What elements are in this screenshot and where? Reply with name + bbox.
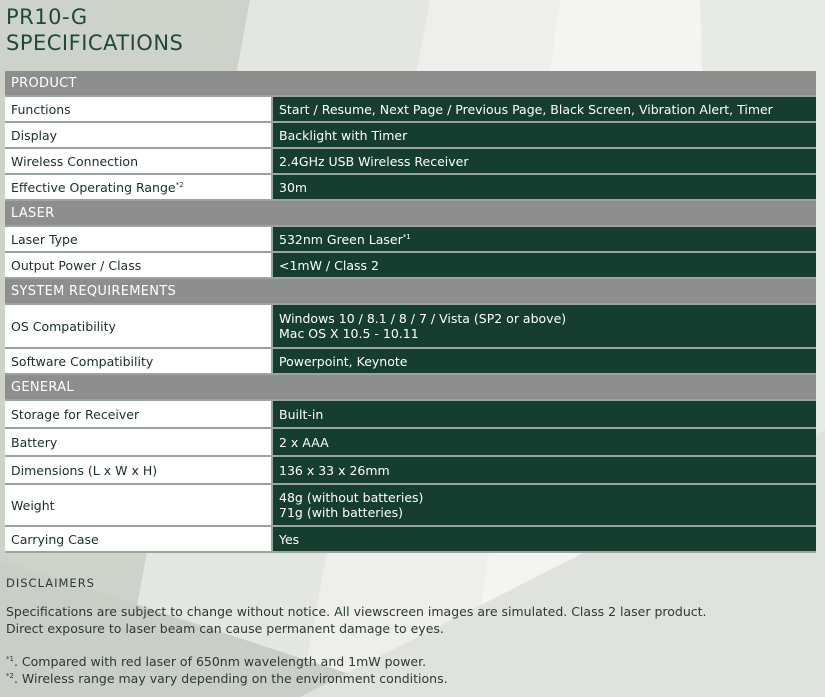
spec-row-dimensions	[5, 456, 816, 484]
spec-value: <1mW / Class 2	[272, 252, 816, 278]
section-title: GENERAL	[5, 374, 816, 400]
spec-row-weight	[5, 484, 816, 526]
spec-label: Weight	[5, 484, 272, 526]
footnote-mark: *1	[402, 232, 411, 241]
spec-value: 136 x 33 x 26mm	[272, 456, 816, 484]
specifications-table	[5, 71, 816, 553]
disclaimer-line: Direct exposure to laser beam can cause permanent damage to eyes.	[6, 621, 444, 636]
page-title	[6, 4, 183, 56]
spec-label-text: Effective Operating Range	[11, 179, 176, 195]
section-header-general	[5, 374, 816, 400]
spec-row-software-compatibility	[5, 348, 816, 374]
spec-label: OS Compatibility	[5, 304, 272, 348]
product-model: PR10-G	[6, 5, 88, 29]
spec-value-line: 48g (without batteries)	[279, 490, 424, 505]
spec-value-line: Windows 10 / 8.1 / 8 / 7 / Vista (SP2 or above)	[279, 311, 567, 326]
spec-label: Functions	[5, 96, 272, 122]
spec-label: Display	[5, 122, 272, 148]
spec-label: Laser Type	[5, 226, 272, 252]
title-specifications: SPECIFICATIONS	[6, 31, 184, 55]
spec-row-carrying-case	[5, 526, 816, 552]
footnote-1	[6, 654, 426, 669]
section-title: SYSTEM REQUIREMENTS	[5, 278, 816, 304]
spec-label: Output Power / Class	[5, 252, 272, 278]
spec-row-display	[5, 122, 816, 148]
spec-value: Start / Resume, Next Page / Previous Page, Black Screen, Vibration Alert, Timer	[272, 96, 816, 122]
disclaimer-line: Specifications are subject to change without notice. All viewscreen images are simulated. Class 2 laser product.	[6, 604, 707, 619]
spec-value: Built-in	[272, 400, 816, 428]
spec-value: 30m	[272, 174, 816, 200]
footnote-2	[6, 671, 448, 686]
spec-value-line: Mac OS X 10.5 - 10.11	[279, 326, 419, 341]
spec-row-laser-type	[5, 226, 816, 252]
spec-value: 2.4GHz USB Wireless Receiver	[272, 148, 816, 174]
spec-label: Software Compatibility	[5, 348, 272, 374]
spec-row-battery	[5, 428, 816, 456]
footnote-text: . Compared with red laser of 650nm wavelength and 1mW power.	[13, 654, 427, 669]
spec-row-storage-for-receiver	[5, 400, 816, 428]
spec-value: 2 x AAA	[272, 428, 816, 456]
section-header-laser	[5, 200, 816, 226]
spec-row-os-compatibility	[5, 304, 816, 348]
spec-value: Powerpoint, Keynote	[272, 348, 816, 374]
spec-label: Battery	[5, 428, 272, 456]
spec-row-wireless-connection	[5, 148, 816, 174]
spec-value: Backlight with Timer	[272, 122, 816, 148]
spec-row-output-power	[5, 252, 816, 278]
section-header-system-requirements	[5, 278, 816, 304]
spec-label	[5, 174, 272, 200]
spec-label: Wireless Connection	[5, 148, 272, 174]
spec-value	[272, 304, 816, 348]
section-header-product	[5, 71, 816, 96]
footnote-mark: *2	[6, 672, 14, 680]
spec-label: Storage for Receiver	[5, 400, 272, 428]
footnote-mark: *1	[6, 655, 14, 663]
spec-row-operating-range	[5, 174, 816, 200]
spec-value-text: 532nm Green Laser	[279, 231, 403, 247]
spec-value	[272, 226, 816, 252]
section-title: LASER	[5, 200, 816, 226]
spec-value: Yes	[272, 526, 816, 552]
disclaimers-text	[6, 603, 707, 637]
footnote-mark: *2	[175, 180, 184, 189]
spec-row-functions	[5, 96, 816, 122]
spec-value-line: 71g (with batteries)	[279, 505, 403, 520]
section-title: PRODUCT	[5, 71, 816, 96]
disclaimers-heading: DISCLAIMERS	[6, 576, 95, 590]
spec-label: Dimensions (L x W x H)	[5, 456, 272, 484]
footnote-text: . Wireless range may vary depending on the environment conditions.	[13, 671, 448, 686]
spec-value	[272, 484, 816, 526]
spec-label: Carrying Case	[5, 526, 272, 552]
